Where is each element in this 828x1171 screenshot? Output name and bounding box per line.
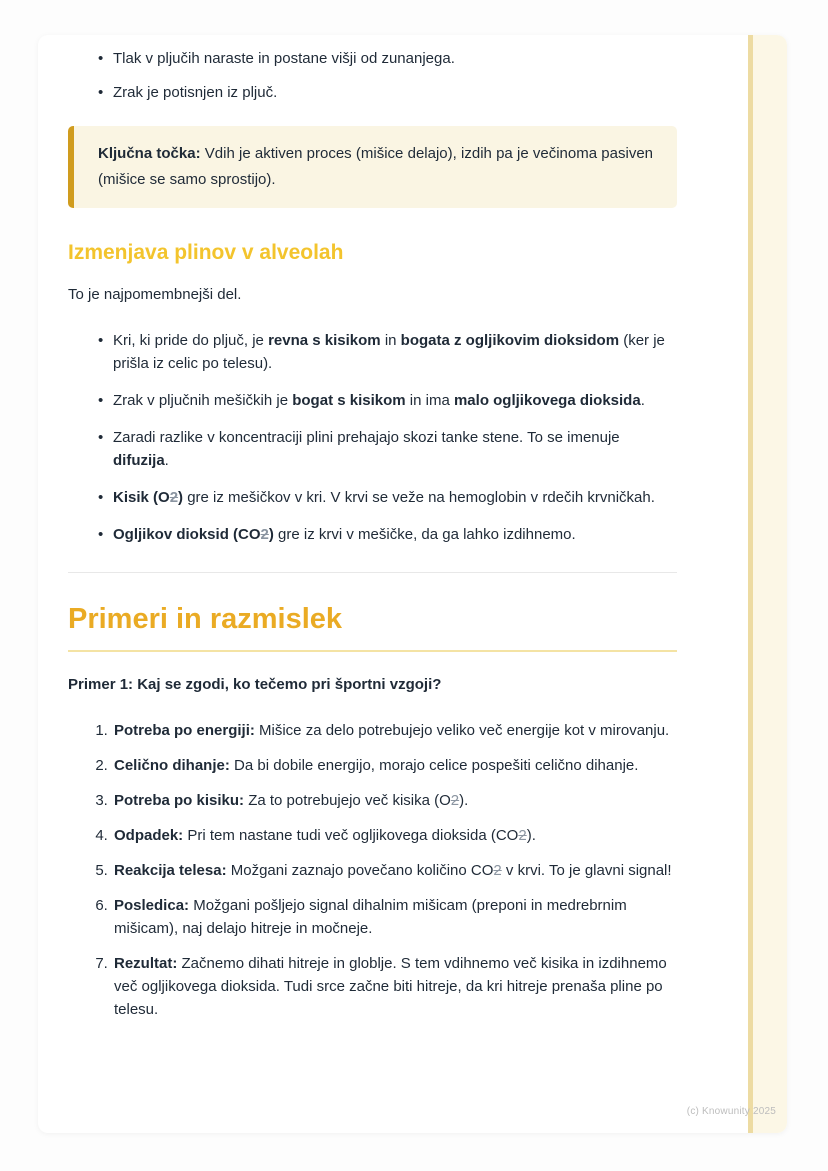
text-run: Začnemo dihati hitreje in globlje. S tem vdihnemo več kisika in izdihnemo več ogljikovega dioksida. Tudi srce začne biti hitreje, da kri hitreje prenaša pline po telesu. (114, 955, 667, 1018)
text-run: ). (526, 827, 536, 844)
text-run: (ker je prišla iz celic po telesu). (113, 332, 665, 372)
text-run: Da bi dobile energijo, morajo celice pospešiti celično dihanje. (229, 757, 639, 774)
bullet-item (68, 523, 677, 546)
struck-text-run: 2 (493, 862, 502, 879)
text-run: Zrak je potisnjen iz pljuč. (113, 84, 278, 101)
step-item (112, 824, 677, 847)
page-edge-strip (748, 35, 787, 1133)
text-run: Posledica: (114, 897, 190, 914)
text-run: difuzija (113, 452, 165, 469)
text-run: Odpadek: (114, 827, 184, 844)
text-run: gre iz krvi v mešičke, da ga lahko izdihnemo. (273, 526, 576, 543)
watermark: (c) Knowunity 2025 (686, 1106, 776, 1117)
lead-paragraph: To je najpomembnejši del. (68, 286, 242, 303)
text-run: Ključna točka: (98, 145, 201, 162)
gas-exchange-bullet-list (68, 329, 677, 546)
text-run: Za to potrebujejo več kisika (O (244, 792, 451, 809)
document-content (38, 35, 787, 1021)
key-point-text (98, 141, 653, 193)
text-run: Potreba po energiji: (114, 722, 255, 739)
section-heading-examples: Primeri in razmislek (68, 601, 677, 652)
text-run: bogat s kisikom (292, 392, 406, 409)
text-run: ) (178, 489, 184, 506)
text-run: Zrak v pljučnih mešičkih je (113, 392, 293, 409)
example-steps-list (68, 719, 677, 1021)
step-item (112, 859, 677, 882)
text-run: ) (268, 526, 274, 543)
section-heading-gas-exchange: Izmenjava plinov v alveolah (68, 241, 344, 264)
text-run: Mišice za delo potrebujejo veliko več energije kot v mirovanju. (254, 722, 670, 739)
text-run: Celično dihanje: (114, 757, 230, 774)
step-item (112, 894, 677, 940)
bullet-item (68, 389, 677, 412)
text-run: Možgani pošljejo signal dihalnim mišicam (preponi in medrebrnim mišicam), naj delajo hitreje in močneje. (114, 897, 627, 937)
text-run: Potreba po kisiku: (114, 792, 245, 809)
bullet-item (68, 426, 677, 472)
text-run: Kisik (O (113, 489, 170, 506)
text-run: Tlak v pljučih naraste in postane višji od zunanjega. (113, 50, 455, 67)
section-divider (68, 572, 677, 573)
step-item (112, 789, 677, 812)
bullet-item (68, 82, 677, 104)
intro-bullet-list (68, 48, 677, 104)
text-run: Možgani zaznajo povečano količino CO (226, 862, 494, 879)
struck-text-run: 2 (450, 792, 460, 809)
text-run: ). (459, 792, 469, 809)
example-question: Primer 1: Kaj se zgodi, ko tečemo pri športni vzgoji? (68, 676, 442, 693)
text-run: malo ogljikovega dioksida (453, 392, 641, 409)
text-run: gre iz mešičkov v kri. V krvi se veže na hemoglobin v rdečih krvničkah. (183, 489, 655, 506)
text-run: bogata z ogljikovim dioksidom (400, 332, 620, 349)
bullet-item (68, 329, 677, 375)
key-point-callout (68, 126, 677, 208)
text-run: Kri, ki pride do pljuč, je (113, 332, 269, 349)
bullet-item (68, 486, 677, 509)
bullet-item (68, 48, 677, 70)
struck-text-run: 2 (518, 827, 527, 844)
step-item (112, 719, 677, 742)
text-run: in ima (405, 392, 454, 409)
text-run: revna s kisikom (268, 332, 381, 349)
text-run: Zaradi razlike v koncentraciji plini prehajajo skozi tanke stene. To se imenuje (113, 429, 620, 446)
step-item (112, 952, 677, 1021)
text-run: Reakcija telesa: (114, 862, 227, 879)
struck-text-run: 2 (260, 526, 269, 543)
text-run: Ogljikov dioksid (CO (113, 526, 261, 543)
text-run: . (640, 392, 645, 409)
text-run: v krvi. To je glavni signal! (501, 862, 672, 879)
text-run: Vdih je aktiven proces (mišice delajo), izdih pa je večinoma pasiven (mišice se samo sprostijo). (98, 145, 653, 188)
struck-text-run: 2 (169, 489, 179, 506)
text-run: Pri tem nastane tudi več ogljikovega dioksida (CO (183, 827, 519, 844)
text-run: in (380, 332, 401, 349)
text-run: Rezultat: (114, 955, 178, 972)
text-run: . (164, 452, 169, 469)
document-card (38, 35, 787, 1133)
step-item (112, 754, 677, 777)
